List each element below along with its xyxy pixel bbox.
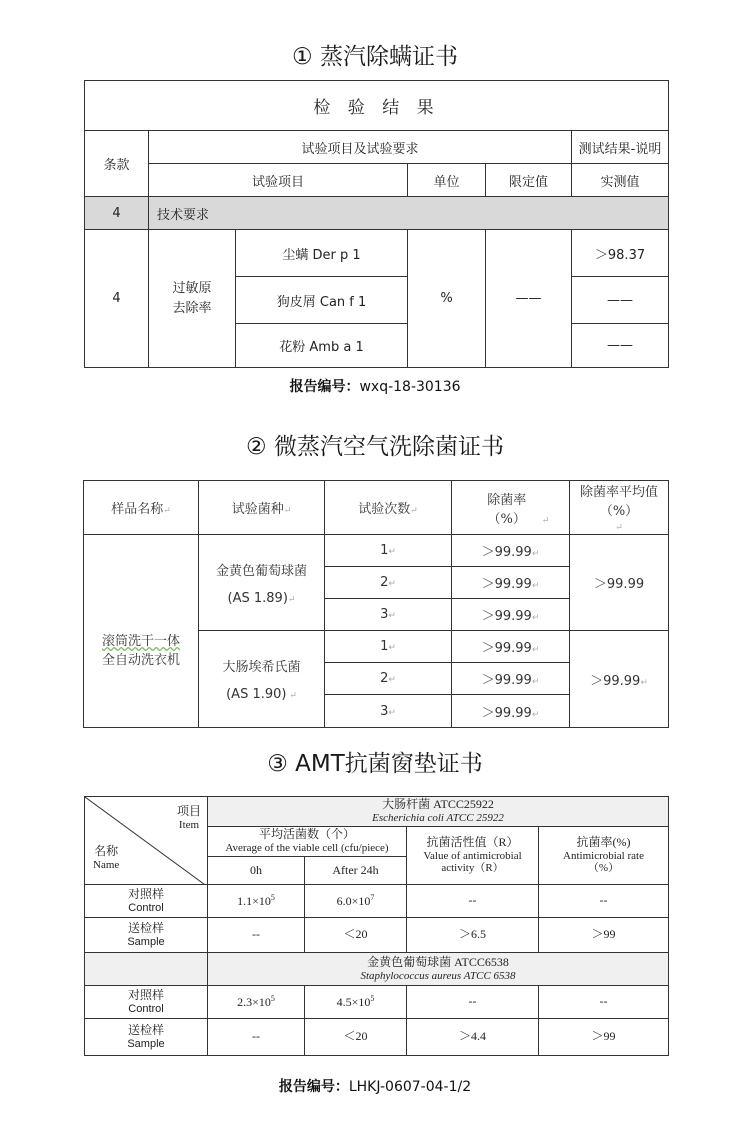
col-unit: 单位 — [408, 164, 486, 197]
staph-rate-2: ＞99.99↵ — [452, 567, 570, 599]
staph-sample-value: ＞4.4 — [407, 1019, 539, 1056]
group-label: 过敏原去除率 — [149, 230, 236, 368]
staph-sample-label: 送检样 Sample — [85, 1019, 208, 1056]
staph-control-label: 对照样 Control — [85, 986, 208, 1019]
unit-value: % — [408, 230, 486, 368]
item-der-p1: 尘螨 Der p 1 — [236, 230, 408, 277]
staph-control-0h: $2.3\times 10^5$ — [208, 986, 305, 1019]
staph-test-2: 2↵ — [325, 567, 452, 599]
col-item: 试验项目 — [149, 164, 408, 197]
ecoli-test-2: 2↵ — [325, 663, 452, 695]
col-items-requirements: 试验项目及试验要求 — [149, 131, 572, 164]
staph-header-blank — [85, 953, 208, 986]
ecoli-control-24h: $6.0\times 10^7$ — [305, 885, 407, 918]
staph-rate-1: ＞99.99↵ — [452, 535, 570, 567]
strain-ecoli: 大肠埃希氏菌 (AS 1.90) ↵ — [199, 631, 325, 728]
ecoli-control-0h: $1.1\times 10^5$ — [208, 885, 305, 918]
staph-sample-0h: -- — [208, 1019, 305, 1056]
avg-viable-cell: 平均活菌数（个） Average of the viable cell (cfu/piece) — [208, 827, 407, 857]
col-sample-name: 样品名称↵ — [84, 481, 199, 535]
ecoli-control-value: -- — [407, 885, 539, 918]
ecoli-avg: ＞99.99↵ — [570, 631, 669, 728]
measured-der-p1: ＞98.37 — [572, 230, 669, 277]
col-0h: 0h — [208, 857, 305, 885]
item-amb-a1: 花粉 Amb a 1 — [236, 324, 408, 368]
limit-value: —— — [486, 230, 572, 368]
staph-control-value: -- — [407, 986, 539, 1019]
antimicrobial-table — [84, 796, 669, 1056]
ecoli-test-1: 1↵ — [325, 631, 452, 663]
sterilization-table — [83, 480, 669, 728]
ecoli-sample-24h: ＜20 — [305, 918, 407, 953]
diagonal-header — [85, 797, 208, 885]
ecoli-sample-value: ＞6.5 — [407, 918, 539, 953]
staph-avg: ＞99.99 — [570, 535, 669, 631]
header-name-label: 名称 Name — [93, 844, 120, 871]
ecoli-header: 大肠杆菌 ATCC25922 Escherichia coli ATCC 25922 — [208, 797, 669, 827]
report-number-3: 报告编号：LHKJ-0607-04-1/2 — [278, 1079, 472, 1095]
row-clause-no: 4 — [85, 230, 149, 368]
ecoli-rate-2: ＞99.99↵ — [452, 663, 570, 695]
ecoli-rate-3: ＞99.99↵ — [452, 695, 570, 728]
col-limit: 限定值 — [486, 164, 572, 197]
section1-title: ① 蒸汽除螨证书 — [292, 44, 458, 70]
ecoli-control-label: 对照样 Control — [85, 885, 208, 918]
staph-header: 金黄色葡萄球菌 ATCC6538 Staphylococcus aureus ATCC 6538 — [208, 953, 669, 986]
strain-staph: 金黄色葡萄球菌 (AS 1.89)↵ — [199, 535, 325, 631]
header-item-label: 项目 Item — [176, 804, 201, 831]
staph-sample-rate: ＞99 — [539, 1019, 669, 1056]
measured-amb-a1: —— — [572, 324, 669, 368]
col-measured: 实测值 — [572, 164, 669, 197]
col-test-count: 试验次数↵ — [325, 481, 452, 535]
ecoli-sample-label: 送检样 Sample — [85, 918, 208, 953]
staph-test-3: 3↵ — [325, 599, 452, 631]
ecoli-test-3: 3↵ — [325, 695, 452, 728]
antimicrobial-rate-header: 抗菌率(%) Antimicrobial rate （%） — [539, 827, 669, 885]
table1-header: 检 验 结 果 — [85, 81, 669, 131]
col-removal-rate: 除菌率（%） ↵ — [452, 481, 570, 535]
staph-rate-3: ＞99.99↵ — [452, 599, 570, 631]
tech-req-no: 4 — [85, 197, 149, 230]
test-results-table — [84, 80, 669, 368]
staph-control-rate: -- — [539, 986, 669, 1019]
section3-title: ③ AMT抗菌窗垫证书 — [267, 751, 483, 777]
ecoli-sample-0h: -- — [208, 918, 305, 953]
col-clause: 条款 — [85, 131, 149, 197]
col-avg-rate: 除菌率平均值（%）↵ — [570, 481, 669, 535]
ecoli-sample-rate: ＞99 — [539, 918, 669, 953]
ecoli-rate-1: ＞99.99↵ — [452, 631, 570, 663]
sample-name: 滚筒洗干一体 全自动洗衣机 — [84, 535, 199, 728]
tech-req-label: 技术要求 — [149, 197, 669, 230]
staph-test-1: 1↵ — [325, 535, 452, 567]
item-can-f1: 狗皮屑 Can f 1 — [236, 277, 408, 324]
staph-control-24h: $4.5\times 10^5$ — [305, 986, 407, 1019]
col-after-24h: After 24h — [305, 857, 407, 885]
report-number-1: 报告编号：wxq-18-30136 — [289, 379, 461, 395]
section2-title: ② 微蒸汽空气洗除菌证书 — [246, 434, 504, 460]
ecoli-control-rate: -- — [539, 885, 669, 918]
col-result-desc: 测试结果-说明 — [572, 131, 669, 164]
measured-can-f1: —— — [572, 277, 669, 324]
staph-sample-24h: ＜20 — [305, 1019, 407, 1056]
antimicrobial-value-header: 抗菌活性值（R） Value of antimicrobial activity（R） — [407, 827, 539, 885]
col-strain: 试验菌种↵ — [199, 481, 325, 535]
